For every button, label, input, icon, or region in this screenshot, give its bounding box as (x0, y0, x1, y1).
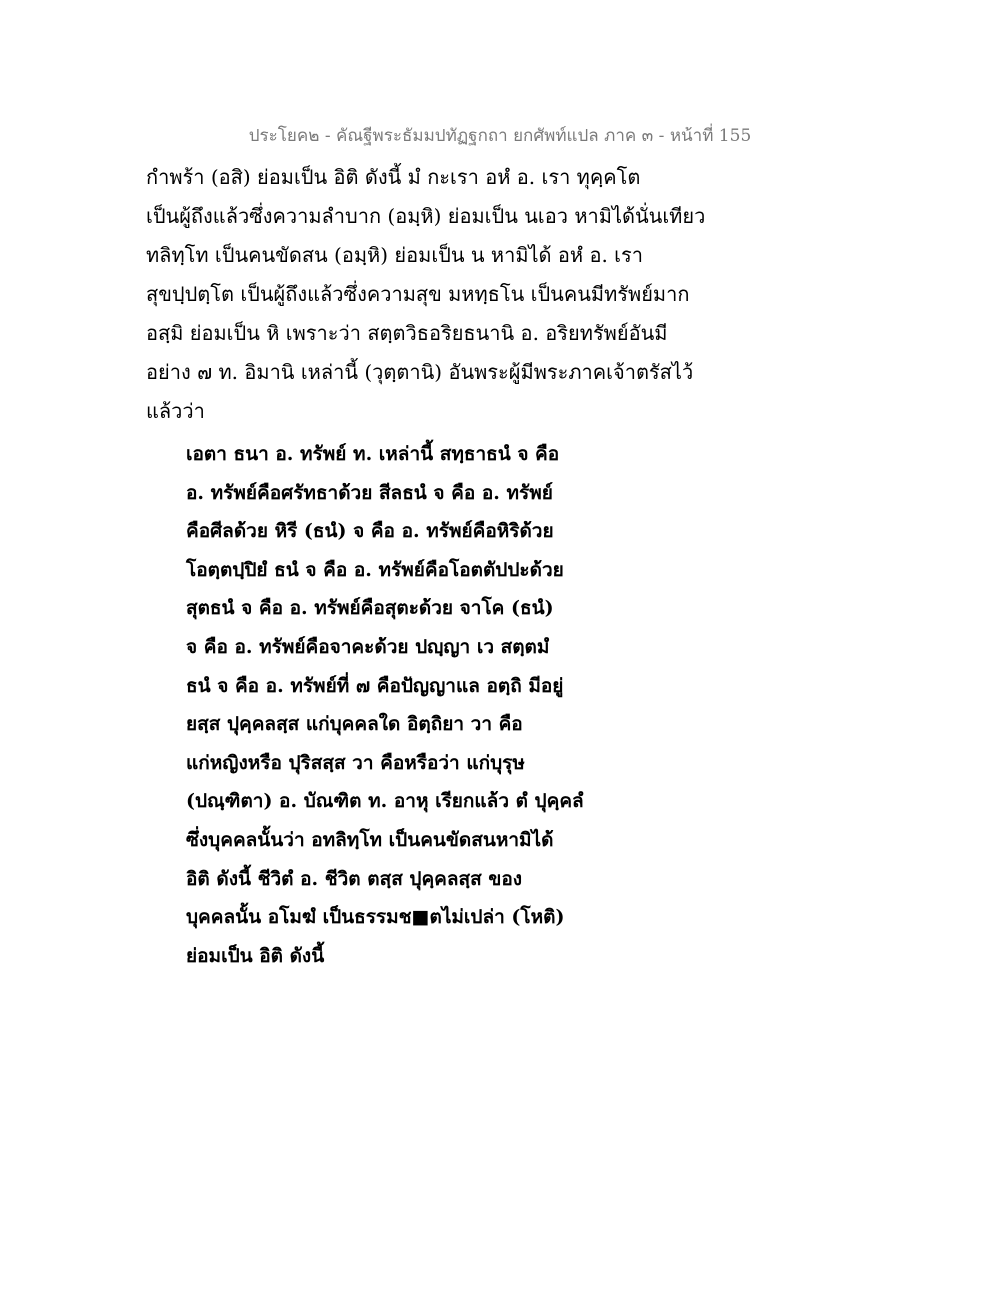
verse-line: ซึ่งบุคคลนั้นว่า อทลิทฺโท เป็นคนขัดสนหามิได้ (186, 828, 554, 851)
verse-block (186, 435, 626, 975)
verse-line: สุตธนํ จ คือ อ. ทรัพย์คือสุตะด้วย จาโค (ธนํ) (186, 597, 554, 620)
verse-line: อ. ทรัพย์คือศรัทธาด้วย สีลธนํ จ คือ อ. ทรัพย์ (186, 481, 553, 504)
body-line: สุขปฺปตฺโต เป็นผู้ถึงแล้วซึ่งความสุข มหทฺธโน เป็นคนมีทรัพย์มาก (146, 282, 690, 306)
verse-line: โอตฺตปฺปิยํ ธนํ จ คือ อ. ทรัพย์คือโอตตัปปะด้วย (186, 558, 564, 581)
body-line: กำพร้า (อสิ) ย่อมเป็น อิติ ดังนี้ มํ กะเรา อหํ อ. เรา ทุคฺคโต (146, 165, 641, 189)
verse-line: ธนํ จ คือ อ. ทรัพย์ที่ ๗ คือปัญญาแล อตฺถิ มีอยู่ (186, 674, 564, 697)
body-paragraph (146, 158, 706, 431)
body-line: อสฺมิ ย่อมเป็น หิ เพราะว่า สตฺตวิธอริยธนานิ อ. อริยทรัพย์อันมี (146, 321, 668, 345)
verse-line: บุคคลนั้น อโมฆํ เป็นธรรมช■ตไม่เปล่า (โหติ) (186, 906, 565, 929)
page-header: ประโยค๒ - คัณฐีพระธัมมปทัฏฐกถา ยกศัพท์แปล ภาค ๓ - หน้าที่ 155 (248, 126, 752, 146)
body-line: ทลิทฺโท เป็นคนขัดสน (อมฺหิ) ย่อมเป็น น หามิได้ อหํ อ. เรา (146, 243, 643, 267)
body-line: แล้วว่า (146, 399, 205, 423)
verse-line: คือศีลด้วย หิรี (ธนํ) จ คือ อ. ทรัพย์คือหิริด้วย (186, 520, 554, 543)
verse-line: ย่อมเป็น อิติ ดังนี้ (186, 944, 325, 967)
verse-line: (ปณฺฑิตา) อ. บัณฑิต ท. อาหุ เรียกแล้ว ตํ ปุคฺคลํ (186, 790, 584, 813)
verse-line: จ คือ อ. ทรัพย์คือจาคะด้วย ปญฺญา เว สตฺตมํ (186, 635, 550, 658)
verse-line: เอตา ธนา อ. ทรัพย์ ท. เหล่านี้ สทฺธาธนํ จ คือ (186, 443, 560, 465)
verse-line: แก่หญิงหรือ ปุริสสฺส วา คือหรือว่า แก่บุรุษ (186, 751, 525, 774)
verse-line: อิติ ดังนี้ ชีวิตํ อ. ชีวิต ตสฺส ปุคฺคลสฺส ของ (186, 867, 523, 890)
body-line: เป็นผู้ถึงแล้วซึ่งความลำบาก (อมฺหิ) ย่อมเป็น นเอว หามิได้นั่นเทียว (146, 204, 706, 228)
verse-line: ยสฺส ปุคฺคลสฺส แก่บุคคลใด อิตฺถิยา วา คือ (186, 713, 523, 736)
body-line: อย่าง ๗ ท. อิมานิ เหล่านี้ (วุตฺตานิ) อันพระผู้มีพระภาคเจ้าตรัสไว้ (146, 360, 694, 384)
